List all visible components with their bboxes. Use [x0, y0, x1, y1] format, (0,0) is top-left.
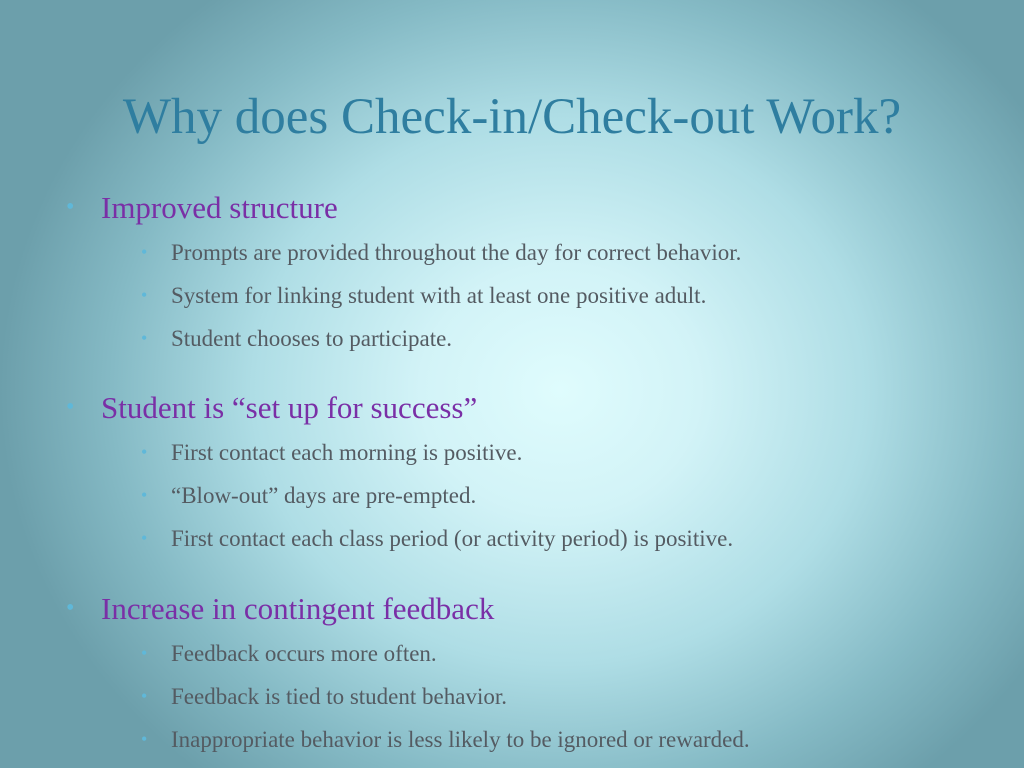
- section-set-up-for-success: [0, 389, 1024, 567]
- list-item: [0, 281, 1024, 324]
- bullet-icon: •: [141, 729, 148, 749]
- bullet-icon: •: [66, 194, 75, 220]
- list-item-text: Student chooses to participate.: [171, 326, 453, 351]
- sub-bullet-list: [0, 238, 1024, 367]
- section-heading: Improved structure: [101, 190, 338, 225]
- bullet-icon: •: [141, 442, 148, 462]
- list-item: [0, 725, 1024, 768]
- list-item: [0, 639, 1024, 682]
- list-item-text: First contact each morning is positive.: [171, 440, 523, 465]
- section-heading-row: [0, 389, 1024, 429]
- list-item-text: Feedback occurs more often.: [171, 641, 437, 666]
- bullet-icon: •: [141, 643, 148, 663]
- list-item: [0, 682, 1024, 725]
- list-item-text: “Blow-out” days are pre-empted.: [171, 483, 477, 508]
- bullet-icon: •: [141, 285, 148, 305]
- bullet-icon: •: [141, 528, 148, 548]
- list-item-text: First contact each class period (or activity period) is positive.: [171, 526, 734, 551]
- bullet-icon: •: [141, 485, 148, 505]
- list-item: [0, 438, 1024, 481]
- bullet-icon: •: [66, 595, 75, 621]
- bullet-icon: •: [66, 394, 75, 420]
- bullet-icon: •: [141, 242, 148, 262]
- list-item: [0, 324, 1024, 367]
- section-improved-structure: [0, 189, 1024, 367]
- section-heading: Increase in contingent feedback: [101, 591, 495, 626]
- list-item: [0, 524, 1024, 567]
- bullet-icon: •: [141, 328, 148, 348]
- list-item-text: Feedback is tied to student behavior.: [171, 684, 507, 709]
- list-item-text: Prompts are provided throughout the day for correct behavior.: [171, 240, 742, 265]
- section-contingent-feedback: [0, 590, 1024, 768]
- sub-bullet-list: [0, 438, 1024, 567]
- list-item: [0, 238, 1024, 281]
- section-heading-row: [0, 590, 1024, 630]
- list-item: [0, 481, 1024, 524]
- section-heading-row: [0, 189, 1024, 229]
- slide-title: Why does Check-in/Check-out Work?: [122, 89, 902, 145]
- section-heading: Student is “set up for success”: [101, 390, 478, 425]
- sub-bullet-list: [0, 639, 1024, 768]
- bullet-icon: •: [141, 686, 148, 706]
- list-item-text: System for linking student with at least one positive adult.: [171, 283, 707, 308]
- list-item-text: Inappropriate behavior is less likely to be ignored or rewarded.: [171, 727, 750, 752]
